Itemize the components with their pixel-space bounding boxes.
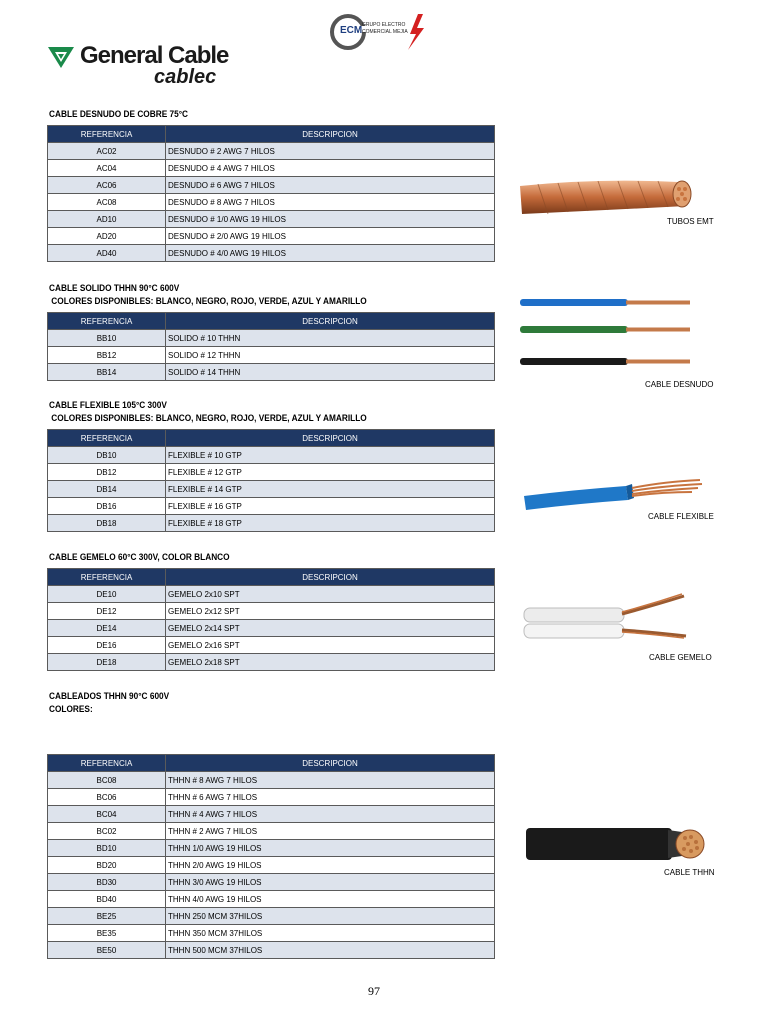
ref-cell: DB14 <box>48 481 166 498</box>
table-row <box>48 806 495 823</box>
solid-thhn-cables-image <box>518 292 698 372</box>
column-header-desc: DESCRIPCION <box>166 755 495 772</box>
caption-cable-thhn: CABLE THHN <box>664 868 715 877</box>
column-header-desc: DESCRIPCION <box>166 126 495 143</box>
table-row <box>48 840 495 857</box>
desc-cell: THHN 250 MCM 37HILOS <box>166 908 495 925</box>
table-row <box>48 143 495 160</box>
desc-cell: FLEXIBLE # 16 GTP <box>166 498 495 515</box>
ref-cell: DB16 <box>48 498 166 515</box>
ref-cell: DB12 <box>48 464 166 481</box>
twin-cable-image <box>522 590 692 644</box>
ref-cell: BD10 <box>48 840 166 857</box>
desc-cell: DESNUDO # 4 AWG 7 HILOS <box>166 160 495 177</box>
table-header-row <box>48 430 495 447</box>
desc-cell: GEMELO 2x10 SPT <box>166 586 495 603</box>
desc-cell: DESNUDO # 2 AWG 7 HILOS <box>166 143 495 160</box>
table-row <box>48 177 495 194</box>
ref-cell: BE35 <box>48 925 166 942</box>
desc-cell: SOLIDO # 10 THHN <box>166 330 495 347</box>
brand-sub: cablec <box>154 66 217 88</box>
table-row <box>48 447 495 464</box>
ref-cell: DE12 <box>48 603 166 620</box>
page-number: 97 <box>368 984 380 998</box>
general-cable-mark-icon <box>46 44 76 70</box>
ref-cell: DE18 <box>48 654 166 671</box>
table-row <box>48 857 495 874</box>
column-header-ref: REFERENCIA <box>48 569 166 586</box>
column-header-ref: REFERENCIA <box>48 126 166 143</box>
ref-cell: AC08 <box>48 194 166 211</box>
table-row <box>48 942 495 959</box>
desc-cell: THHN 500 MCM 37HILOS <box>166 942 495 959</box>
flexible-cable-image <box>522 470 708 514</box>
desc-cell: THHN 1/0 AWG 19 HILOS <box>166 840 495 857</box>
desc-cell: THHN # 2 AWG 7 HILOS <box>166 823 495 840</box>
section-subtitle-thhn: COLORES: <box>49 704 93 714</box>
desc-cell: GEMELO 2x18 SPT <box>166 654 495 671</box>
ref-cell: BB14 <box>48 364 166 381</box>
desc-cell: DESNUDO # 8 AWG 7 HILOS <box>166 194 495 211</box>
desc-cell: THHN # 6 AWG 7 HILOS <box>166 789 495 806</box>
ref-cell: BD40 <box>48 891 166 908</box>
caption-cable-flexible: CABLE FLEXIBLE <box>648 512 714 521</box>
section-title-thhn: CABLEADOS THHN 90°C 600V <box>49 691 170 701</box>
desc-cell: FLEXIBLE # 14 GTP <box>166 481 495 498</box>
ref-cell: BD30 <box>48 874 166 891</box>
desc-cell: THHN 3/0 AWG 19 HILOS <box>166 874 495 891</box>
desc-cell: GEMELO 2x16 SPT <box>166 637 495 654</box>
table-row <box>48 515 495 532</box>
table-header-row <box>48 569 495 586</box>
table-desnudo <box>47 125 495 262</box>
ref-cell: AC04 <box>48 160 166 177</box>
ref-cell: BE25 <box>48 908 166 925</box>
desc-cell: THHN 2/0 AWG 19 HILOS <box>166 857 495 874</box>
table-row <box>48 772 495 789</box>
thhn-stranded-cable-image <box>522 824 708 864</box>
ref-cell: AD40 <box>48 245 166 262</box>
desc-cell: GEMELO 2x14 SPT <box>166 620 495 637</box>
desc-cell: SOLIDO # 14 THHN <box>166 364 495 381</box>
table-row <box>48 464 495 481</box>
table-row <box>48 586 495 603</box>
table-row <box>48 228 495 245</box>
table-row <box>48 823 495 840</box>
ref-cell: DE10 <box>48 586 166 603</box>
table-row <box>48 160 495 177</box>
ref-cell: BC04 <box>48 806 166 823</box>
ref-cell: AD20 <box>48 228 166 245</box>
table-row <box>48 194 495 211</box>
section-subtitle-solido: COLORES DISPONIBLES: BLANCO, NEGRO, ROJO, VERDE, AZUL Y AMARILLO <box>49 296 367 306</box>
section-title-flexible: CABLE FLEXIBLE 105°C 300V <box>49 400 167 410</box>
desc-cell: FLEXIBLE # 18 GTP <box>166 515 495 532</box>
column-header-ref: REFERENCIA <box>48 313 166 330</box>
partner-line-2: COMERCIAL MEJIA <box>362 29 408 35</box>
table-row <box>48 481 495 498</box>
desc-cell: SOLIDO # 12 THHN <box>166 347 495 364</box>
column-header-desc: DESCRIPCION <box>166 430 495 447</box>
desc-cell: THHN 350 MCM 37HILOS <box>166 925 495 942</box>
table-row <box>48 245 495 262</box>
ref-cell: DE16 <box>48 637 166 654</box>
ref-cell: BC02 <box>48 823 166 840</box>
table-header-row <box>48 313 495 330</box>
section-subtitle-flexible: COLORES DISPONIBLES: BLANCO, NEGRO, ROJO, VERDE, AZUL Y AMARILLO <box>49 413 367 423</box>
ref-cell: BC08 <box>48 772 166 789</box>
brand-name: General Cable <box>80 42 229 69</box>
table-row <box>48 654 495 671</box>
table-row <box>48 498 495 515</box>
desc-cell: THHN # 4 AWG 7 HILOS <box>166 806 495 823</box>
table-row <box>48 637 495 654</box>
desc-cell: FLEXIBLE # 10 GTP <box>166 447 495 464</box>
partner-initials: ECM <box>340 25 363 36</box>
ref-cell: AC02 <box>48 143 166 160</box>
caption-tubos-emt: TUBOS EMT <box>667 217 714 226</box>
table-row <box>48 330 495 347</box>
table-row <box>48 891 495 908</box>
section-title-gemelo: CABLE GEMELO 60°C 300V, COLOR BLANCO <box>49 552 230 562</box>
partner-logo <box>330 12 430 52</box>
ref-cell: AC06 <box>48 177 166 194</box>
caption-cable-gemelo: CABLE GEMELO <box>649 653 712 662</box>
column-header-desc: DESCRIPCION <box>166 569 495 586</box>
ref-cell: DB18 <box>48 515 166 532</box>
desc-cell: THHN 4/0 AWG 19 HILOS <box>166 891 495 908</box>
table-row <box>48 925 495 942</box>
ref-cell: BB12 <box>48 347 166 364</box>
desc-cell: THHN # 8 AWG 7 HILOS <box>166 772 495 789</box>
table-flexible <box>47 429 495 532</box>
desc-cell: GEMELO 2x12 SPT <box>166 603 495 620</box>
caption-cable-desnudo: CABLE DESNUDO <box>645 380 714 389</box>
table-solido <box>47 312 495 381</box>
ref-cell: BE50 <box>48 942 166 959</box>
column-header-desc: DESCRIPCION <box>166 313 495 330</box>
column-header-ref: REFERENCIA <box>48 755 166 772</box>
section-title-solido: CABLE SOLIDO THHN 90°C 600V <box>49 283 180 293</box>
table-row <box>48 347 495 364</box>
bare-copper-cable-image <box>518 176 694 220</box>
table-row <box>48 211 495 228</box>
table-row <box>48 874 495 891</box>
desc-cell: DESNUDO # 2/0 AWG 19 HILOS <box>166 228 495 245</box>
table-thhn <box>47 754 495 959</box>
desc-cell: FLEXIBLE # 12 GTP <box>166 464 495 481</box>
table-header-row <box>48 755 495 772</box>
ref-cell: BD20 <box>48 857 166 874</box>
table-gemelo <box>47 568 495 671</box>
desc-cell: DESNUDO # 6 AWG 7 HILOS <box>166 177 495 194</box>
table-row <box>48 620 495 637</box>
ref-cell: DB10 <box>48 447 166 464</box>
desc-cell: DESNUDO # 1/0 AWG 19 HILOS <box>166 211 495 228</box>
table-row <box>48 603 495 620</box>
partner-line-1: GRUPO ELECTRO <box>362 22 406 28</box>
column-header-ref: REFERENCIA <box>48 430 166 447</box>
general-cable-logo <box>46 42 229 92</box>
ref-cell: BC06 <box>48 789 166 806</box>
section-title-desnudo: CABLE DESNUDO DE COBRE 75°C <box>49 109 189 119</box>
ref-cell: DE14 <box>48 620 166 637</box>
ref-cell: AD10 <box>48 211 166 228</box>
table-row <box>48 908 495 925</box>
ref-cell: BB10 <box>48 330 166 347</box>
table-row <box>48 364 495 381</box>
table-row <box>48 789 495 806</box>
desc-cell: DESNUDO # 4/0 AWG 19 HILOS <box>166 245 495 262</box>
table-header-row <box>48 126 495 143</box>
